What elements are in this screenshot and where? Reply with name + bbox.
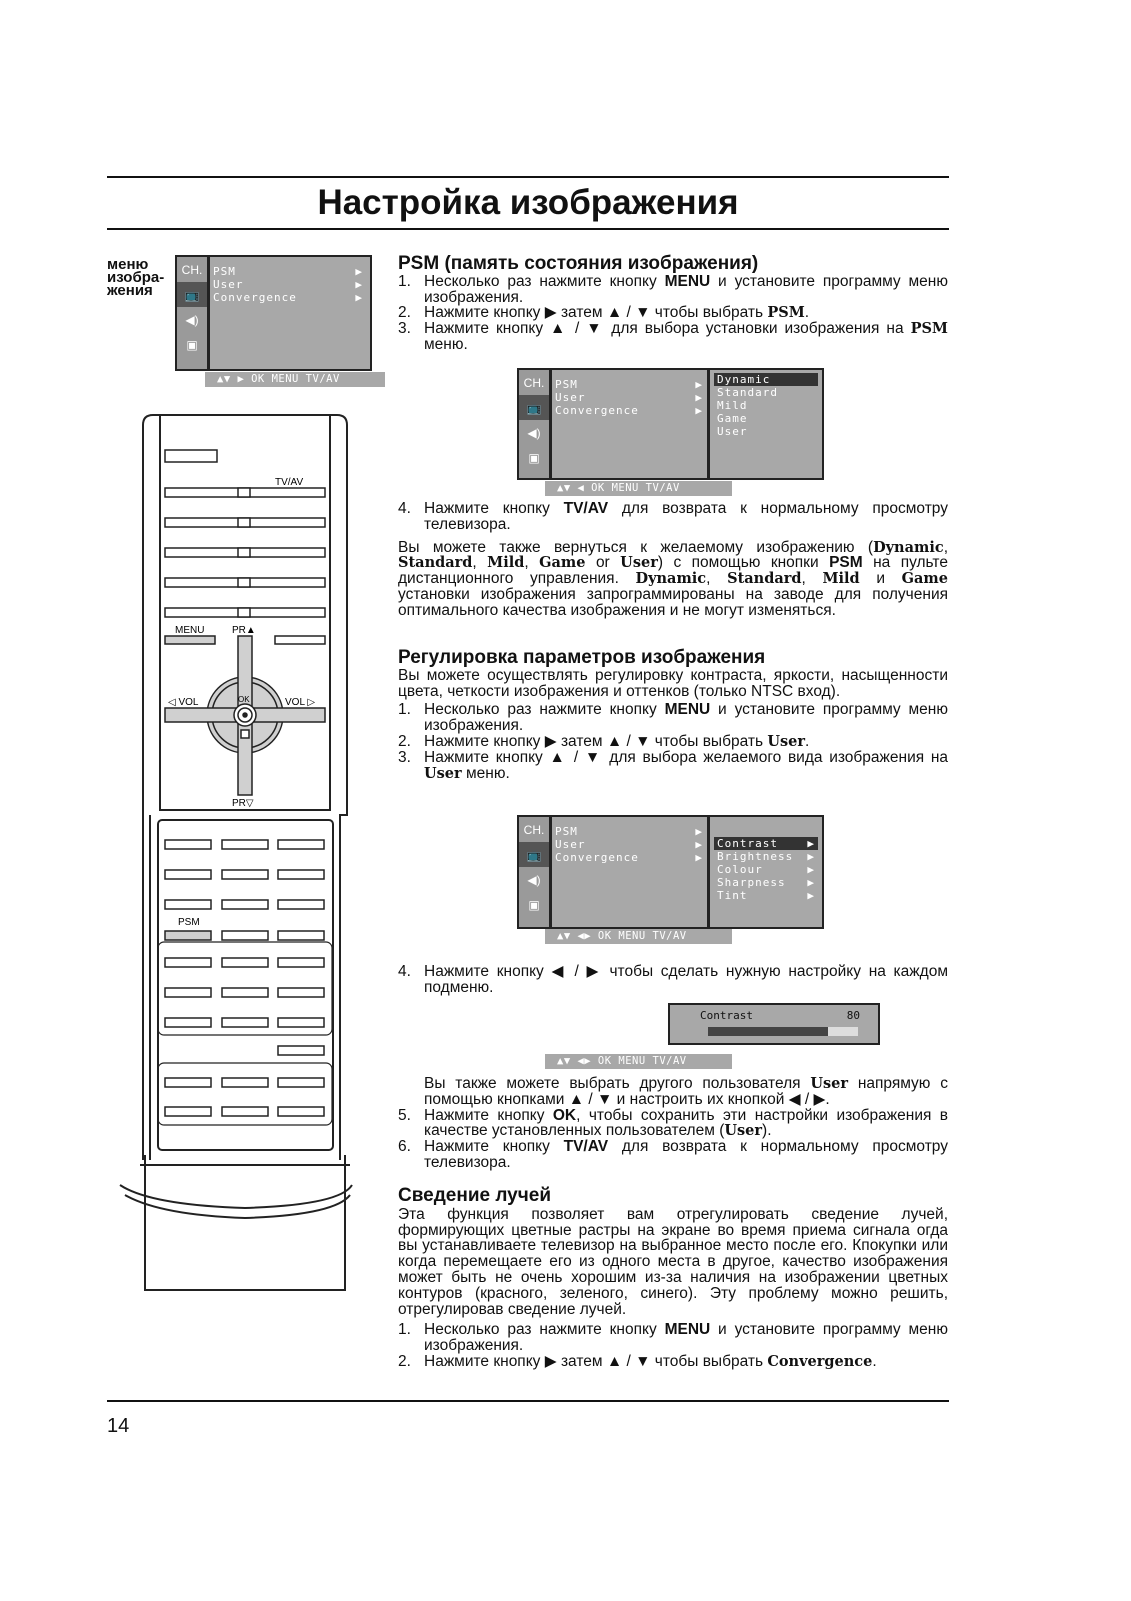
pr-up-label: PR▲ xyxy=(232,625,256,636)
paragraph xyxy=(424,1139,948,1171)
channel-tab: CH. xyxy=(181,262,203,277)
label-line: изобра- xyxy=(107,269,165,286)
text-run: установки изображения запрограммированы на заводе для получения оптимального качества изображения и не могут изменяться. xyxy=(398,585,948,619)
paragraph xyxy=(398,540,948,619)
emphasis-text: Dynamic xyxy=(873,538,944,556)
remote-button xyxy=(222,870,268,879)
emphasis-text: User xyxy=(767,732,806,750)
step-number: 2. xyxy=(398,304,411,322)
tv-icon: 📺 xyxy=(177,282,207,307)
text-run: и установите программу меню изображения. xyxy=(424,1321,948,1355)
text-run: Нажмите кнопку ▶ затем ▲ / ▼ чтобы выбрать xyxy=(424,1352,768,1370)
remote-button xyxy=(278,840,324,849)
remote-button xyxy=(278,1107,324,1116)
osd-footer: ▲▼ ◀▶ OK MENU TV/AV xyxy=(545,1054,732,1069)
emphasis-text: User xyxy=(424,764,462,782)
vol-right-label: VOL ▷ xyxy=(285,697,316,708)
text-run: ). xyxy=(762,1122,772,1140)
text-run: . xyxy=(805,732,810,750)
step-number: 1. xyxy=(398,701,411,719)
section-psm xyxy=(398,253,948,353)
option-dynamic: Dynamic xyxy=(714,373,818,386)
text-run: Нажмите кнопку xyxy=(424,1106,553,1124)
paragraph xyxy=(424,501,948,533)
option-tint: Tint ▶ xyxy=(717,889,815,902)
text-run: и установите программу меню изображения. xyxy=(424,701,948,735)
psm-submenu xyxy=(707,370,822,478)
label-line: меню xyxy=(107,256,149,273)
contrast-value: 80 xyxy=(846,1009,860,1022)
adjust-steps-5-6: Вы также можете выбрать другого пользователя User напрямую с помощью кнопками ▲ / ▼ и настроить их кнопкой ◀ / ▶. 5. Нажмите кнопку OK, чтобы сохранить эти настройки изображения в качестве установленных пользователем (User). 6. Нажмите кнопку TV/AV для возврата к нормальному просмотру телевизора. xyxy=(398,1075,948,1171)
text-run: Вы можете осуществлять регулировку контраста, яркости, насыщенности цвета, четкости изображения и оттенков (только NTSC вход). xyxy=(398,666,948,700)
emphasis-text: User xyxy=(810,1075,849,1092)
emphasis-text: Standard xyxy=(398,554,473,572)
text-run: и xyxy=(859,570,902,588)
ok-label: OK xyxy=(238,695,250,704)
option-brightness: Brightness ▶ xyxy=(717,850,815,863)
text-run: , xyxy=(943,538,948,556)
contrast-bar-fill xyxy=(708,1027,828,1036)
tv-icon: 📺 xyxy=(519,395,549,420)
paragraph xyxy=(424,964,948,996)
emphasis-text: PSM xyxy=(767,304,805,322)
text-run: . xyxy=(872,1352,877,1370)
speaker-icon: ◀) xyxy=(185,312,199,327)
step-item xyxy=(398,702,948,734)
text-run: напрямую с помощью кнопками ▲ / ▼ и настроить их кнопкой ◀ / ▶. xyxy=(424,1075,948,1108)
step-item xyxy=(398,1354,948,1370)
step-number: 2. xyxy=(398,732,411,750)
remote-control-illustration xyxy=(0,0,400,1320)
text-run: , чтобы сохранить эти настройки изображения в качестве установленных пользователем ( xyxy=(424,1106,948,1140)
emphasis-text: Mild xyxy=(822,570,860,588)
remote-button xyxy=(278,958,324,967)
emphasis-text: Game xyxy=(901,570,948,588)
text-run: , xyxy=(801,570,823,588)
channel-tab: CH. xyxy=(523,375,545,390)
label-line: жения xyxy=(107,282,153,299)
text-run: Нажмите кнопку ▲ / ▼ для выбора желаемого вида изображения на xyxy=(424,748,948,766)
section-convergence xyxy=(398,1185,948,1370)
step-number: 3. xyxy=(398,320,411,338)
emphasis-text: MENU xyxy=(664,1321,711,1339)
emphasis-text: Mild xyxy=(487,554,525,572)
step-number: 3. xyxy=(398,748,411,766)
menu-item-psm: PSM ▶ xyxy=(213,265,363,278)
emphasis-text: Convergence xyxy=(767,1352,873,1370)
remote-button xyxy=(222,900,268,909)
pr-down-label: PR▽ xyxy=(232,798,254,809)
text-run: , xyxy=(706,570,728,588)
section-heading: Регулировка параметров изображения xyxy=(398,647,766,668)
osd-user-menu xyxy=(517,815,824,929)
osd-footer: ▲▼ ◀ OK MENU TV/AV xyxy=(545,481,732,496)
emphasis-text: Standard xyxy=(727,570,802,588)
remote-button xyxy=(165,1018,211,1027)
step-text xyxy=(424,750,948,782)
psm-step-4: 4. Нажмите кнопку TV/AV для возврата к нормальному просмотру телевизора. Вы можете также вернуться к желаемому изображению (Dynamic, Standard, Mild, Game or User) с помощью кнопки PSM на пульте дистанционного управления. Dynamic, Standard, Mild и Game установки изображения запрограммированы на заводе для получения оптимального качества изображения и не могут изменяться. xyxy=(398,500,948,619)
emphasis-text: OK xyxy=(552,1106,577,1124)
remote-button xyxy=(222,1078,268,1087)
contrast-slider-box xyxy=(668,1003,880,1045)
option-user: User xyxy=(717,425,748,438)
remote-button xyxy=(222,1018,268,1027)
remote-button xyxy=(165,900,211,909)
remote-button xyxy=(165,1107,211,1116)
menu-item-convergence: Convergence ▶ xyxy=(555,404,703,417)
remote-button xyxy=(222,840,268,849)
paragraph xyxy=(398,1207,948,1318)
text-run: на пульте дистанционного управления. xyxy=(398,554,948,588)
remote-button xyxy=(222,958,268,967)
text-run: Нажмите кнопку ▶ затем ▲ / ▼ чтобы выбрать xyxy=(424,732,768,750)
step-item xyxy=(398,305,948,321)
psm-label: PSM xyxy=(178,917,200,928)
remote-button xyxy=(278,1078,324,1087)
menu-item-convergence: Convergence ▶ xyxy=(555,851,703,864)
step-text xyxy=(424,1322,948,1354)
text-run: or xyxy=(585,554,621,572)
paragraph xyxy=(398,668,948,700)
text-run: Эта функция позволяет вам отрегулировать сведение лучей, формирующих цветные растры на экране во время приема сигнала огда вы устанавливаете телевизор на выбранное место после его. Кпокупки или когда перемещаете его из одного места в другое, качество изображения может быть не очень хорошим из-за наличия на изображении цветных контуров (красного, зеленого, синего). Эту проблему можно решить, отрегулировав сведение лучей. xyxy=(398,1205,948,1318)
step-number: 2. xyxy=(398,1352,411,1370)
remote-button xyxy=(278,931,324,940)
menu-item-user: User ▶ xyxy=(555,838,703,851)
channel-tab: CH. xyxy=(523,822,545,837)
page-number: 14 xyxy=(107,1415,130,1437)
option-sharpness: Sharpness ▶ xyxy=(717,876,815,889)
text-run: для возврата к нормальному просмотру телевизора. xyxy=(424,1138,948,1171)
option-mild: Mild xyxy=(717,399,748,412)
text-run: Нажмите кнопку xyxy=(424,500,564,517)
text-run: Нажмите кнопку ▲ / ▼ для выбора установки изображения на xyxy=(424,320,911,338)
speaker-icon: ◀) xyxy=(527,872,541,887)
step-number: 1. xyxy=(398,272,411,290)
remote-button xyxy=(278,900,324,909)
text-run: меню. xyxy=(461,764,510,782)
remote-button xyxy=(222,988,268,997)
step-item xyxy=(398,321,948,353)
menu-item-psm: PSM ▶ xyxy=(555,825,703,838)
menu-item-psm: PSM ▶ xyxy=(555,378,703,391)
step-text xyxy=(424,1354,948,1370)
text-run: Нажмите кнопку xyxy=(424,1138,564,1156)
text-run: Нажмите кнопку ◀ / ▶ чтобы сделать нужную настройку на каждом подменю. xyxy=(424,963,948,996)
remote-button xyxy=(165,988,211,997)
text-run: . xyxy=(804,304,810,322)
step-item xyxy=(398,734,948,750)
osd-footer: ▲▼ ▶ OK MENU TV/AV xyxy=(205,372,385,387)
step-number: 1. xyxy=(398,1321,411,1339)
remote-button xyxy=(278,1018,324,1027)
osd-psm-menu xyxy=(517,368,824,480)
bottom-rule xyxy=(107,1400,949,1402)
menu-label: MENU xyxy=(175,625,205,636)
step-item xyxy=(398,274,948,306)
text-run: меню. xyxy=(424,335,468,353)
menu-item-user: User ▶ xyxy=(555,391,703,404)
briefcase-icon: ▣ xyxy=(528,450,540,465)
tv-icon: 📺 xyxy=(519,842,549,867)
emphasis-text: MENU xyxy=(664,701,711,719)
contrast-label: Contrast xyxy=(700,1009,753,1022)
emphasis-text: PSM xyxy=(829,554,863,572)
step-text xyxy=(424,321,948,353)
speaker-icon: ◀) xyxy=(527,425,541,440)
remote-button xyxy=(222,1107,268,1116)
user-submenu xyxy=(707,817,822,927)
step-item xyxy=(398,750,948,782)
menu-item-convergence: Convergence ▶ xyxy=(213,291,363,304)
option-contrast: Contrast ▶ xyxy=(714,837,818,850)
remote-button xyxy=(278,988,324,997)
briefcase-icon: ▣ xyxy=(528,897,540,912)
text-run: Вы можете также вернуться к желаемому изображению ( xyxy=(398,538,874,556)
emphasis-text: User xyxy=(620,554,658,572)
emphasis-text: User xyxy=(724,1122,763,1140)
text-run: Несколько раз нажмите кнопку xyxy=(424,272,665,290)
option-colour: Colour ▶ xyxy=(717,863,815,876)
remote-button xyxy=(165,1078,211,1087)
text-run: для возврата к нормальному просмотру телевизора. xyxy=(424,500,948,533)
remote-button xyxy=(278,1046,324,1055)
text-run: и установите программу меню изображения. xyxy=(424,272,948,306)
text-run: ) с помощью кнопки xyxy=(657,554,830,572)
text-run: Вы также можете выбрать другого пользователя xyxy=(424,1075,811,1092)
emphasis-text: MENU xyxy=(664,272,711,290)
step-text xyxy=(424,734,948,750)
step-text xyxy=(424,305,948,321)
section-heading: Сведение лучей xyxy=(398,1185,552,1206)
remote-button xyxy=(222,931,268,940)
section-picture-adjust xyxy=(398,647,948,782)
paragraph xyxy=(424,1076,948,1108)
text-run: , xyxy=(472,554,488,572)
text-run: , xyxy=(524,554,540,572)
remote-button xyxy=(165,840,211,849)
tvav-label: TV/AV xyxy=(275,477,304,488)
step-text xyxy=(424,274,948,306)
section-heading: PSM (память состояния изображения) xyxy=(398,253,759,274)
briefcase-icon: ▣ xyxy=(186,337,198,352)
emphasis-text: TV/AV xyxy=(563,500,609,517)
emphasis-text: PSM xyxy=(910,320,948,338)
paragraph xyxy=(424,1108,948,1140)
vol-left-label: ◁ VOL xyxy=(168,697,199,708)
remote-button xyxy=(165,958,211,967)
page-title: Настройка изображения xyxy=(317,183,739,222)
remote-button xyxy=(165,870,211,879)
emphasis-text: TV/AV xyxy=(563,1138,609,1156)
text-run: Нажмите кнопку ▶ затем ▲ / ▼ чтобы выбрать xyxy=(424,304,768,322)
step-item xyxy=(398,1322,948,1354)
emphasis-text: Dynamic xyxy=(635,570,707,588)
option-standard: Standard xyxy=(717,386,778,399)
emphasis-text: Game xyxy=(539,554,586,572)
osd-footer: ▲▼ ◀▶ OK MENU TV/AV xyxy=(545,929,732,944)
text-run: Несколько раз нажмите кнопку xyxy=(424,1321,665,1339)
remote-button xyxy=(278,870,324,879)
step-text xyxy=(424,702,948,734)
contrast-bar xyxy=(708,1027,858,1036)
text-run: Несколько раз нажмите кнопку xyxy=(424,701,665,719)
option-game: Game xyxy=(717,412,748,425)
adjust-step-4: 4. Нажмите кнопку ◀ / ▶ чтобы сделать нужную настройку на каждом подменю. xyxy=(398,963,948,996)
menu-item-user: User ▶ xyxy=(213,278,363,291)
